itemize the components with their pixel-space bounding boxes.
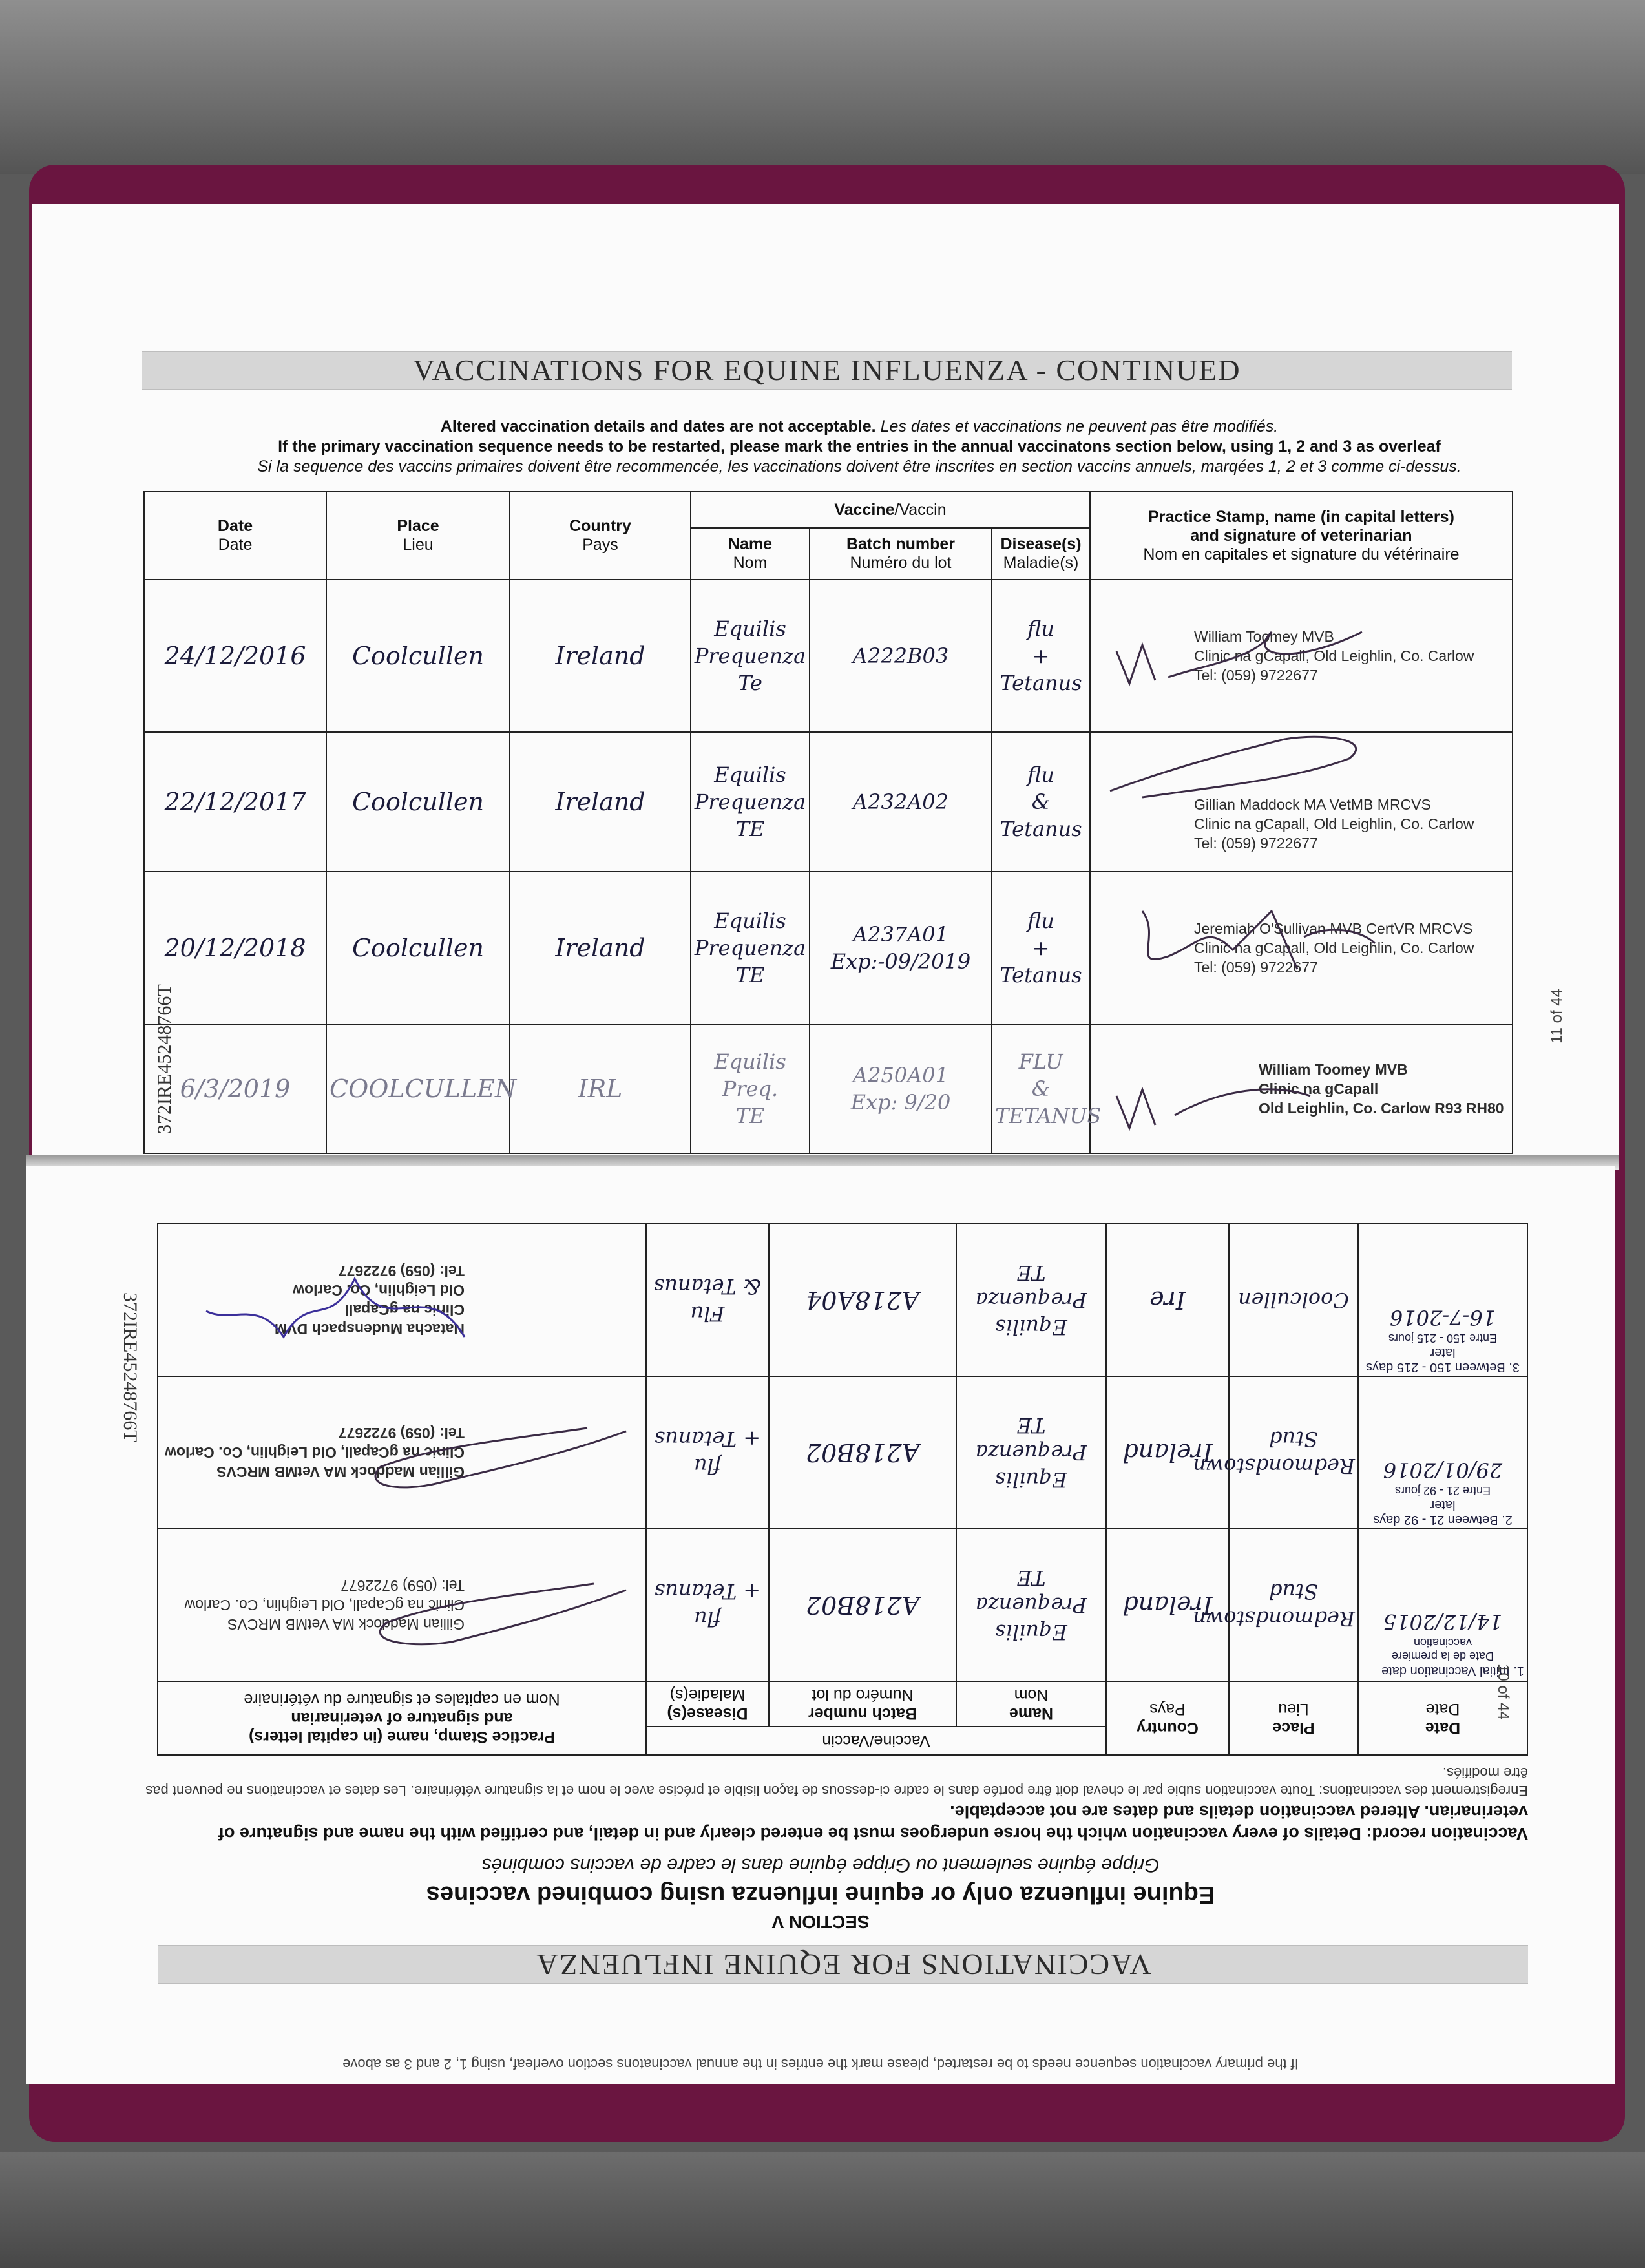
cell-vaccine-name: Equilis Prequenza TE <box>956 1224 1106 1376</box>
cell-disease: flu & Tetanus <box>992 732 1090 872</box>
section-subtitle: Equine influenza only or equine influenza using combined vaccines <box>426 1881 1215 1908</box>
cell-date: 2. Between 21 - 92 days later Entre 21 - 92 jours 29/01/2016 <box>1358 1376 1527 1529</box>
table-row <box>144 1024 1513 1153</box>
table-row <box>158 1224 1527 1376</box>
cell-vet-stamp: Jeremiah O'Sullivan MVB CertVR MRCVS Clinic na gCapall, Old Leighlin, Co. Carlow Tel: (059) 9722677 <box>1090 872 1513 1024</box>
record-text: Vaccination record: Details of every vaccination which the horse undergoes must be entered clearly and in detail, and certified with the name and signature of veterinarian. Altered vaccination details and dates are not acceptable. <box>218 1802 1528 1843</box>
header-place: Place Lieu <box>1229 1681 1358 1755</box>
cell-place: Coolcullen <box>1229 1224 1358 1376</box>
passport-id-code: 372IRE45248766T <box>154 984 175 1134</box>
cell-place: Coolcullen <box>326 732 510 872</box>
header-name: Name Nom <box>956 1681 1106 1727</box>
cell-batch: A237A01 Exp:-09/2019 <box>810 872 992 1024</box>
cell-vet-stamp: William Toomey MVB Clinic na gCapall, Old Leighlin, Co. Carlow Tel: (059) 9722677 <box>1090 580 1513 732</box>
scanner-background-top <box>0 0 1645 174</box>
scanner-background-bottom <box>0 2152 1645 2268</box>
table-row <box>144 872 1513 1024</box>
cut-line-text: If the primary vaccination sequence needs to be restarted, please mark the entries in the annual vaccinatons section overleaf, using 1, 2 and 3 as above <box>342 2056 1299 2072</box>
cell-vaccine-name: Equilis Prequenza TE <box>691 872 810 1024</box>
notice-text: Altered vaccination details and dates are not acceptable. <box>440 417 876 436</box>
cell-disease: flu + Tetanus <box>992 580 1090 732</box>
section-label: SECTION V <box>771 1912 870 1932</box>
cell-disease: flu + Tetanus <box>646 1376 769 1529</box>
table-row <box>158 1529 1527 1681</box>
cell-country: Ireland <box>1106 1529 1229 1681</box>
header-place: Place Lieu <box>326 492 510 580</box>
header-batch: Batch number Numéro du lot <box>810 528 992 580</box>
cell-disease: Flu & Tetanus <box>646 1224 769 1376</box>
cell-batch: A222B03 <box>810 580 992 732</box>
cell-vet-stamp: Natacha Mudenspach DVM Clinic na gCapall Old Leighlin, Co. Carlow Tel: (059) 9722677 <box>158 1224 646 1376</box>
cell-batch: A218A04 <box>769 1224 956 1376</box>
restart-text-fr: Si la sequence des vaccins primaires doivent être recommencée, les vaccinations doivent être inscrites en section vaccins annuels, marqées 1, 2 et 3 comme ci-dessus. <box>257 457 1462 476</box>
cell-vaccine-name: Equilis Preq. TE <box>691 1024 810 1153</box>
cell-vaccine-name: Equilis Prequenza TE <box>691 732 810 872</box>
cell-place: Coolcullen <box>326 580 510 732</box>
cell-date: 20/12/2018 <box>144 872 326 1024</box>
page-number: 10 of 44 <box>1494 1664 1512 1720</box>
header-country: Country Pays <box>1106 1681 1229 1755</box>
page-10-upside-down <box>26 1166 1615 2084</box>
cell-vet-stamp: Gillian Maddock MA VetMB MRCVS Clinic na gCapall, Old Leighlin, Co. Carlow Tel: (059) 9722677 <box>158 1376 646 1529</box>
cell-place: COOLCULLEN <box>326 1024 510 1153</box>
cell-batch: A218B02 <box>769 1376 956 1529</box>
vet-signature <box>206 1266 477 1350</box>
cell-date: 24/12/2016 <box>144 580 326 732</box>
header-vaccine: Vaccine/Vaccin <box>646 1727 1106 1755</box>
cell-country: Ire <box>1106 1224 1229 1376</box>
cell-vaccine-name: Equilis Prequenza Te <box>691 580 810 732</box>
header-disease: Disease(s) Maladie(s) <box>992 528 1090 580</box>
notice-text-fr: Les dates et vaccinations ne peuvent pas être modifiés. <box>880 417 1279 436</box>
table-row <box>144 580 1513 732</box>
vet-signature <box>1104 898 1375 982</box>
page-title-section-v: VACCINATIONS FOR EQUINE INFLUENZA <box>158 1945 1528 1984</box>
passport-id-code: 372IRE45248766T <box>120 1292 141 1442</box>
cell-vaccine-name: Equilis Prequenza TE <box>956 1529 1106 1681</box>
cell-vet-stamp: Gillian Maddock MA VetMB MRCVS Clinic na gCapall, Old Leighlin, Co. Carlow Tel: (059) 9722677 <box>1090 732 1513 872</box>
page-number: 11 of 44 <box>1548 989 1566 1044</box>
cell-vet-stamp: Gillian Maddock MA VetMB MRCVS Clinic na gCapall, Old Leighlin, Co. Carlow Tel: (059) 9722677 <box>158 1529 646 1681</box>
cell-place: Redmondstown Stud <box>1229 1529 1358 1681</box>
cell-disease: flu + Tetanus <box>992 872 1090 1024</box>
page-11 <box>32 204 1619 1158</box>
vet-signature <box>1104 1051 1375 1135</box>
cell-country: Ireland <box>510 580 691 732</box>
header-disease: Disease(s) Maladie(s) <box>646 1681 769 1727</box>
cell-country: Ireland <box>510 732 691 872</box>
vet-signature <box>1104 606 1375 690</box>
cell-date: 1. Initial Vaccination date Date de la premiere vaccination 14/12/2015 <box>1358 1529 1527 1681</box>
header-country: Country Pays <box>510 492 691 580</box>
restart-text: If the primary vaccination sequence needs to be restarted, please mark the entries in the annual vaccinatons section below, using 1, 2 and 3 as overleaf <box>278 437 1441 456</box>
cell-batch: A250A01 Exp: 9/20 <box>810 1024 992 1153</box>
cell-disease: FLU & TETANUS <box>992 1024 1090 1153</box>
table-row <box>144 732 1513 872</box>
vet-signature <box>361 1418 633 1502</box>
vet-signature <box>1104 726 1375 810</box>
header-vaccine: Vaccine/Vaccin <box>691 492 1090 528</box>
vaccination-table-continued <box>143 491 1513 1154</box>
header-practice-stamp: Practice Stamp, name (in capital letters) and signature of veterinarian Nom en capitales et signature du vétérinaire <box>1090 492 1513 580</box>
cell-place: Redmondstown Stud <box>1229 1376 1358 1529</box>
vet-signature <box>361 1571 633 1655</box>
intro-text <box>174 417 1544 477</box>
cell-batch: A232A02 <box>810 732 992 872</box>
record-text-fr: Enregistrement des vaccinations: Toute vaccination subie par le cheval doit être portée dans le cadre ci-dessous de façon lisible et précise avec le nom et la signature vétérinaire. Les dates et vaccinations ne peuvent pas être modifiés. <box>145 1765 1528 1799</box>
cell-country: Ireland <box>510 872 691 1024</box>
header-date: Date Date <box>144 492 326 580</box>
cell-country: IRL <box>510 1024 691 1153</box>
cell-country: Ireland <box>1106 1376 1229 1529</box>
header-batch: Batch number Numéro du lot <box>769 1681 956 1727</box>
header-practice-stamp: Practice Stamp, name (in capital letters) and signature of veterinarian Nom en capitales et signature du vétérinaire <box>158 1681 646 1755</box>
cell-vaccine-name: Equilis Prequenza TE <box>956 1376 1106 1529</box>
header-name: Name Nom <box>691 528 810 580</box>
cell-vet-stamp: William Toomey MVB Clinic na gCapall Old Leighlin, Co. Carlow R93 RH80 <box>1090 1024 1513 1153</box>
page-title: VACCINATIONS FOR EQUINE INFLUENZA - CONTINUED <box>142 351 1512 390</box>
section-subtitle-fr: Grippe équine seulement ou Grippe équine dans le cadre de vaccins combinés <box>481 1854 1160 1876</box>
cell-disease: flu + Tetanus <box>646 1529 769 1681</box>
cell-batch: A218B02 <box>769 1529 956 1681</box>
cell-place: Coolcullen <box>326 872 510 1024</box>
table-row <box>158 1376 1527 1529</box>
header-date: Date Date <box>1358 1681 1527 1755</box>
vaccination-table-primary <box>157 1223 1528 1756</box>
cell-date: 22/12/2017 <box>144 732 326 872</box>
cell-date: 3. Between 150 - 215 days later Entre 150 - 215 jours 16-7-2016 <box>1358 1224 1527 1376</box>
cell-date: 6/3/2019 <box>144 1024 326 1153</box>
